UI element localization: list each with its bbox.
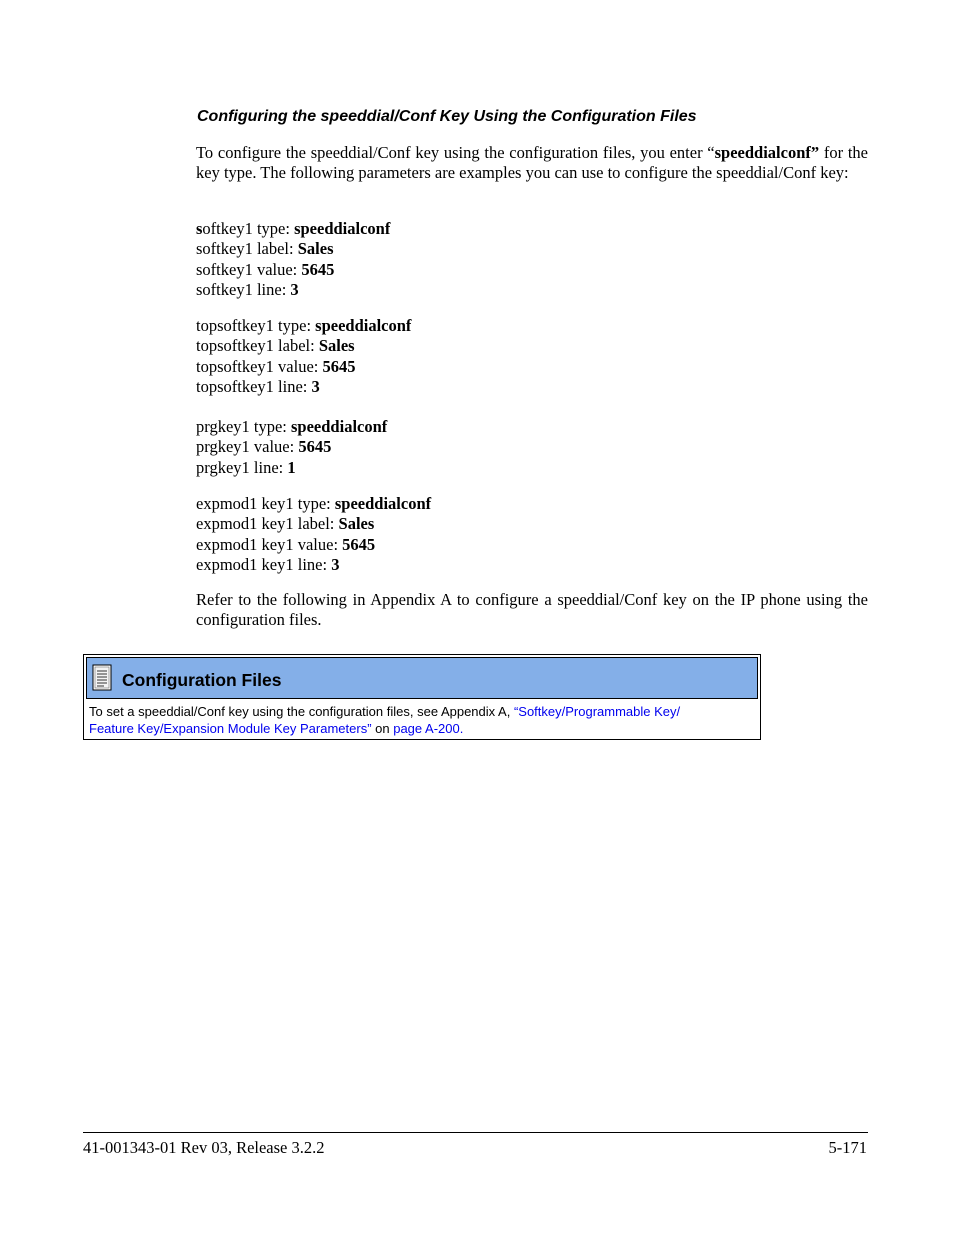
note-text-end: .	[459, 721, 464, 736]
topsoftkey-value-line: topsoftkey1 value: 5645	[196, 356, 356, 376]
topsoftkey-label-line: topsoftkey1 label: Sales	[196, 336, 355, 356]
intro-text-after: for the key type. The following parameters are examples you can use to configure the speeddial/Conf key:	[196, 143, 868, 183]
topsoftkey-example	[196, 316, 411, 398]
note-text-before: To set a speeddial/Conf key using the configuration files, see Appendix A,	[89, 704, 514, 719]
config-files-note	[83, 654, 761, 740]
expmod-example	[196, 494, 431, 576]
softkey-type-line: softkey1 type: speeddialconf	[196, 219, 391, 238]
note-text-mid: on	[371, 721, 394, 736]
topsoftkey-type-line: topsoftkey1 type: speeddialconf	[196, 316, 412, 335]
note-title: Configuration Files	[122, 670, 282, 690]
intro-paragraph	[196, 143, 868, 184]
topsoftkey-line-line: topsoftkey1 line: 3	[196, 377, 320, 397]
expmod-label-line: expmod1 key1 label: Sales	[196, 514, 375, 534]
intro-text-before: To configure the speeddial/Conf key using the configuration files, you enter “	[196, 143, 715, 162]
footer-divider	[83, 1132, 868, 1133]
softkey-label-line: softkey1 label: Sales	[196, 239, 334, 259]
note-body	[89, 703, 749, 737]
link-softkey-parameters[interactable]: “Softkey/Programmable Key/ Feature Key/Expansion Module Key Parameters”	[89, 704, 681, 736]
document-icon	[92, 664, 112, 691]
expmod-value-line: expmod1 key1 value: 5645	[196, 534, 376, 554]
refer-paragraph: Refer to the following in Appendix A to configure a speeddial/Conf key on the IP phone using the configuration files.	[196, 590, 868, 630]
expmod-type-line: expmod1 key1 type: speeddialconf	[196, 494, 432, 513]
footer-document-id: 41-001343-01 Rev 03, Release 3.2.2	[83, 1138, 325, 1157]
softkey-example	[196, 219, 390, 301]
prgkey-type-line: prgkey1 type: speeddialconf	[196, 417, 388, 436]
prgkey-example	[196, 417, 387, 478]
softkey-value-line: softkey1 value: 5645	[196, 259, 335, 279]
link-page-a-200[interactable]: page A-200	[393, 721, 460, 736]
section-heading: Configuring the speeddial/Conf Key Using the Configuration Files	[197, 108, 697, 125]
footer-page-number: 5-171	[828, 1138, 867, 1157]
prgkey-line-line: prgkey1 line: 1	[196, 457, 296, 477]
note-header	[86, 657, 758, 699]
prgkey-value-line: prgkey1 value: 5645	[196, 437, 332, 457]
softkey-line-line: softkey1 line: 3	[196, 280, 299, 300]
intro-bold-keyword: speeddialconf”	[714, 143, 820, 162]
expmod-line-line: expmod1 key1 line: 3	[196, 555, 340, 575]
